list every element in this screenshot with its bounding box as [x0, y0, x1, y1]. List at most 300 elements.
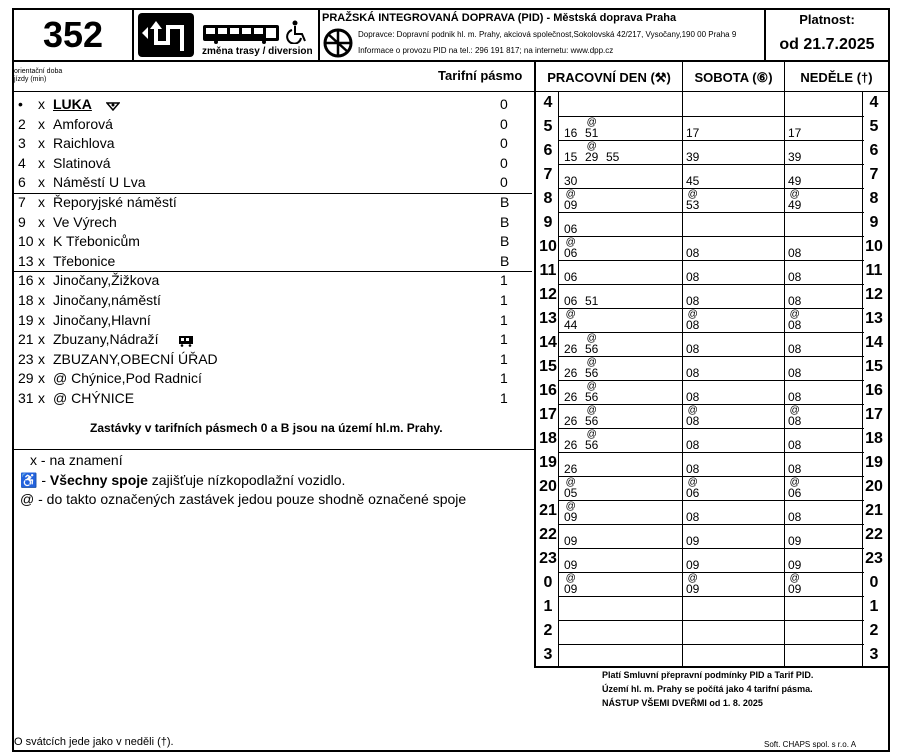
departure-minute: 08 [788, 366, 802, 380]
hour-label-left: 7 [543, 166, 553, 183]
departure-sun [788, 534, 801, 548]
departure-minute: 09 [788, 582, 802, 596]
departure-sun [788, 477, 802, 500]
departure-minute: 08 [686, 246, 700, 260]
stop-x: x [38, 331, 45, 347]
stop-min: 18 [18, 292, 34, 308]
stop-min: 7 [18, 194, 26, 210]
hour-row-divider [558, 116, 864, 117]
travel-time-label: orientační doba jízdy (min) [14, 68, 63, 83]
departure-minute: 08 [686, 414, 700, 428]
hour-label-left: 20 [539, 478, 557, 495]
at-marker: @ [586, 333, 597, 344]
departure-minute: 06 [564, 246, 578, 260]
stop-name: Raichlova [53, 135, 115, 151]
hour-label-right: 19 [865, 454, 883, 471]
tt-bottom-border [534, 666, 890, 668]
stop-name: Jinočany,Hlavní [53, 312, 151, 328]
stop-name: Třebonice [53, 253, 116, 269]
hour-label-right: 11 [865, 262, 883, 279]
stop-row [18, 253, 518, 272]
hour-row-divider [558, 260, 864, 261]
departure-minute: 08 [686, 318, 700, 332]
stop-min: 3 [18, 135, 26, 151]
departure-minute: 56 [585, 366, 599, 380]
hour-row-divider [558, 188, 864, 189]
stop-zone: 1 [500, 312, 508, 328]
hour-row-divider [558, 404, 864, 405]
header-weekday: PRACOVNÍ DEN (⚒) [547, 70, 671, 85]
hour-row-divider [558, 500, 864, 501]
prague-note: Zastávky v tarifních pásmech 0 a B jsou na území hl.m. Prahy. [90, 421, 443, 435]
hour-label-left: 22 [539, 526, 557, 543]
departure-sun [788, 390, 801, 404]
stops-header-divider [12, 91, 534, 92]
validity-label: Platnost: [799, 12, 855, 27]
departure-wd [564, 342, 577, 356]
departure-minute: 09 [788, 534, 802, 548]
departure-minute: 26 [564, 414, 578, 428]
hour-row-divider [558, 332, 864, 333]
hour-row-divider [558, 572, 864, 573]
departure-minute: 55 [606, 150, 620, 164]
hour-label-right: 18 [865, 430, 883, 447]
departure-minute: 56 [585, 414, 599, 428]
departure-sat [686, 558, 699, 572]
stop-x: x [38, 253, 45, 269]
stop-zone: B [500, 253, 510, 269]
stop-name: Řeporyjské náměstí [53, 194, 177, 210]
stop-min: 10 [18, 233, 34, 249]
departure-sun [788, 150, 801, 164]
at-marker: @ [586, 357, 597, 368]
train-icon [178, 334, 194, 350]
zone-separator [14, 193, 532, 194]
departure-wd [564, 126, 577, 140]
departure-wd [564, 366, 577, 380]
departure-minute: 09 [686, 534, 700, 548]
departure-minute: 17 [686, 126, 700, 140]
departure-minute: 56 [585, 438, 599, 452]
departure-wd [564, 462, 577, 476]
departure-wd [585, 405, 599, 428]
stop-row [18, 96, 518, 115]
hour-row-divider [558, 548, 864, 549]
departure-minute: 26 [564, 366, 578, 380]
hour-label-left: 6 [543, 142, 553, 159]
stop-min: 31 [18, 390, 34, 406]
footer-line-1: Platí Smluvní přepravní podmínky PID a Tarif PID. [602, 670, 814, 680]
departure-minute: 09 [564, 510, 578, 524]
stop-zone: 1 [500, 370, 508, 386]
stop-row [18, 155, 518, 174]
hour-label-left: 15 [539, 358, 557, 375]
stop-x: x [38, 292, 45, 308]
stop-row [18, 135, 518, 154]
departure-minute: 26 [564, 390, 578, 404]
hour-row-divider [558, 644, 864, 645]
departure-minute: 08 [788, 318, 802, 332]
hour-label-left: 5 [543, 118, 553, 135]
departure-wd [585, 357, 599, 380]
departure-sun [788, 174, 801, 188]
departure-minute: 56 [585, 390, 599, 404]
hour-row-divider [558, 164, 864, 165]
stop-min: 21 [18, 331, 34, 347]
hour-label-right: 6 [869, 142, 879, 159]
hour-label-right: 16 [865, 382, 883, 399]
at-marker: @ [565, 237, 576, 248]
at-marker: @ [687, 405, 698, 416]
departure-sun [788, 294, 801, 308]
zone-separator [14, 271, 532, 272]
departure-wd [564, 390, 577, 404]
stop-min: 6 [18, 174, 26, 190]
departure-minute: 08 [788, 462, 802, 476]
hour-label-left: 11 [539, 262, 557, 279]
departure-sun [788, 246, 801, 260]
legend-at: @ - do takto označených zastávek jedou pouze shodně označené spoje [20, 491, 467, 507]
hour-label-right: 0 [869, 574, 879, 591]
hour-row-divider [558, 284, 864, 285]
at-marker: @ [586, 405, 597, 416]
stop-zone: 0 [500, 135, 508, 151]
pid-info: Informace o provozu PID na tel.: 296 191 817; na internetu: www.dpp.cz [358, 46, 614, 55]
departure-wd [585, 141, 599, 164]
departure-minute: 09 [788, 558, 802, 572]
stop-x: x [38, 233, 45, 249]
hour-label-right: 3 [869, 646, 879, 663]
stop-zone: 0 [500, 174, 508, 190]
departure-sat [686, 126, 699, 140]
stop-x: x [38, 214, 45, 230]
stops-bottom-divider [12, 449, 534, 450]
header-divider [12, 60, 890, 62]
hour-label-left: 13 [539, 310, 557, 327]
departure-sun [788, 309, 802, 332]
hour-label-left: 23 [539, 550, 557, 567]
departure-sun [788, 573, 802, 596]
at-marker: @ [687, 477, 698, 488]
hour-label-left: 0 [543, 574, 553, 591]
hour-row-divider [558, 212, 864, 213]
pid-operator: Dopravce: Dopravní podnik hl. m. Prahy, akciová společnost,Sokolovská 42/217, Vysočany,190 00 Praha 9 [358, 30, 737, 39]
hour-row-divider [558, 140, 864, 141]
departure-wd [606, 150, 619, 164]
departure-minute: 08 [788, 390, 802, 404]
at-marker: @ [789, 189, 800, 200]
departure-minute: 29 [585, 150, 599, 164]
hour-row-divider [558, 620, 864, 621]
hour-label-left: 3 [543, 646, 553, 663]
hour-row-divider [558, 308, 864, 309]
hour-label-left: 9 [543, 214, 553, 231]
stop-min: • [18, 96, 23, 112]
stop-min: 2 [18, 116, 26, 132]
software-credit: Soft. CHAPS spol. s r.o. A [764, 740, 857, 749]
hour-label-right: 9 [869, 214, 879, 231]
footer-line-3: NÁSTUP VŠEMI DVEŘMI od 1. 8. 2025 [602, 698, 763, 708]
stop-zone: 0 [500, 116, 508, 132]
departure-minute: 09 [564, 198, 578, 212]
tt-header-divider [534, 91, 890, 92]
stop-name: Zbuzany,Nádraží [53, 331, 159, 347]
pid-logo-icon [322, 28, 354, 63]
departure-minute: 51 [585, 126, 599, 140]
departure-wd [564, 438, 577, 452]
departure-minute: 06 [564, 270, 578, 284]
departure-wd [564, 534, 577, 548]
zone-header: Tarifní pásmo [438, 68, 523, 83]
at-marker: @ [565, 309, 576, 320]
departure-minute: 44 [564, 318, 578, 332]
hour-label-left: 18 [539, 430, 557, 447]
hour-label-left: 17 [539, 406, 557, 423]
departure-minute: 06 [686, 486, 700, 500]
departure-minute: 09 [564, 558, 578, 572]
stop-name: Jinočany,Žižkova [53, 272, 160, 288]
departure-minute: 08 [686, 366, 700, 380]
departure-sun [788, 366, 801, 380]
stop-zone: 1 [500, 272, 508, 288]
hour-row-divider [558, 236, 864, 237]
stop-x: x [38, 116, 45, 132]
pid-box [318, 10, 766, 60]
header-sunday: NEDĚLE (†) [800, 70, 873, 85]
departure-sun [788, 126, 801, 140]
validity-box [766, 10, 888, 60]
stop-zone: 1 [500, 390, 508, 406]
hour-label-right: 1 [869, 598, 879, 615]
departure-minute: 56 [585, 342, 599, 356]
at-marker: @ [565, 477, 576, 488]
stop-row [18, 116, 518, 135]
departure-sun [788, 558, 801, 572]
departure-sat [686, 270, 699, 284]
stop-zone: 1 [500, 331, 508, 347]
stop-row [18, 233, 518, 252]
hour-row-divider [558, 524, 864, 525]
stop-x: x [38, 351, 45, 367]
hour-label-left: 2 [543, 622, 553, 639]
departure-wd [564, 189, 578, 212]
hour-label-right: 17 [865, 406, 883, 423]
hour-label-left: 1 [543, 598, 553, 615]
departure-minute: 08 [686, 438, 700, 452]
stop-name: Jinočany,náměstí [53, 292, 161, 308]
hour-label-right: 15 [865, 358, 883, 375]
diversion-label: změna trasy / diversion [202, 46, 313, 57]
departure-minute: 06 [564, 294, 578, 308]
departure-minute: 08 [788, 438, 802, 452]
departure-minute: 08 [788, 246, 802, 260]
departure-sat [686, 246, 699, 260]
hour-label-right: 10 [865, 238, 883, 255]
departure-minute: 16 [564, 126, 578, 140]
departure-sat [686, 174, 699, 188]
at-marker: @ [565, 189, 576, 200]
stop-x: x [38, 155, 45, 171]
hour-label-left: 16 [539, 382, 557, 399]
hour-label-left: 12 [539, 286, 557, 303]
departure-sun [788, 405, 802, 428]
stop-row [18, 292, 518, 311]
stop-row [18, 312, 518, 331]
stop-name: ZBUZANY,OBECNÍ ÚŘAD [53, 351, 218, 367]
hour-label-right: 23 [865, 550, 883, 567]
departure-minute: 08 [788, 414, 802, 428]
departure-sat [686, 573, 700, 596]
tt-right-border [888, 60, 890, 667]
stop-zone: 0 [500, 155, 508, 171]
departure-sat [686, 534, 699, 548]
hour-label-right: 14 [865, 334, 883, 351]
departure-sat [686, 150, 699, 164]
departure-minute: 53 [686, 198, 700, 212]
holiday-note: O svátcích jede jako v neděli (†). [14, 736, 174, 748]
hour-label-right: 2 [869, 622, 879, 639]
at-marker: @ [565, 501, 576, 512]
hour-label-right: 12 [865, 286, 883, 303]
stop-row [18, 272, 518, 291]
departure-wd [585, 333, 599, 356]
hour-row-divider [558, 428, 864, 429]
departure-sun [788, 438, 801, 452]
stop-row [18, 194, 518, 213]
departure-minute: 09 [686, 558, 700, 572]
departure-minute: 08 [686, 270, 700, 284]
legend-wheelchair-rest: zajišťuje nízkopodlažní vozidlo. [147, 472, 346, 488]
departure-minute: 08 [788, 510, 802, 524]
at-marker: @ [586, 117, 597, 128]
hour-row-divider [558, 452, 864, 453]
stop-min: 4 [18, 155, 26, 171]
departure-minute: 08 [788, 342, 802, 356]
header-saturday: SOBOTA (⑥) [694, 70, 773, 85]
hour-label-right: 5 [869, 118, 879, 135]
departure-minute: 26 [564, 438, 578, 452]
departure-wd [564, 501, 578, 524]
departure-sun [788, 462, 801, 476]
at-marker: @ [586, 141, 597, 152]
diversion-icon [138, 13, 194, 57]
at-marker: @ [687, 189, 698, 200]
departure-sat [686, 294, 699, 308]
stop-name: LUKA [53, 96, 92, 112]
departure-wd [585, 117, 599, 140]
hour-label-right: 20 [865, 478, 883, 495]
stop-name: @ Chýnice,Pod Radnicí [53, 370, 202, 386]
departure-sat [686, 438, 699, 452]
departure-sun [788, 342, 801, 356]
stop-x: x [38, 390, 45, 406]
departure-sat [686, 477, 700, 500]
departure-minute: 26 [564, 342, 578, 356]
departure-minute: 30 [564, 174, 578, 188]
at-marker: @ [586, 429, 597, 440]
tt-left-border [534, 60, 536, 667]
pid-title: PRAŽSKÁ INTEGROVANÁ DOPRAVA (PID) - Městská doprava Praha [322, 12, 677, 24]
departure-minute: 08 [686, 294, 700, 308]
departure-minute: 08 [686, 390, 700, 404]
stop-zone: B [500, 194, 510, 210]
departure-sun [788, 510, 801, 524]
departure-minute: 51 [585, 294, 599, 308]
hour-label-right: 4 [869, 94, 879, 111]
at-marker: @ [789, 309, 800, 320]
terminus-icon [106, 98, 120, 114]
at-marker: @ [687, 309, 698, 320]
stop-x: x [38, 96, 45, 112]
departure-wd [564, 150, 577, 164]
stop-name: K Třebonicům [53, 233, 140, 249]
departure-minute: 09 [686, 582, 700, 596]
stop-name: Ve Výrech [53, 214, 117, 230]
departure-wd [564, 414, 577, 428]
departure-sun [788, 270, 801, 284]
departure-sun [788, 189, 802, 212]
departure-wd [585, 429, 599, 452]
stop-x: x [38, 194, 45, 210]
at-marker: @ [565, 573, 576, 584]
at-marker: @ [687, 573, 698, 584]
stop-zone: 1 [500, 292, 508, 308]
departure-wd [564, 558, 577, 572]
stop-row [18, 370, 518, 389]
hour-label-left: 8 [543, 190, 553, 207]
at-marker: @ [586, 381, 597, 392]
departure-sat [686, 390, 699, 404]
legend-wheelchair-prefix: ♿ - [20, 472, 50, 488]
hour-label-left: 4 [543, 94, 553, 111]
stop-name: Amforová [53, 116, 113, 132]
departure-minute: 49 [788, 174, 802, 188]
departure-wd [564, 174, 577, 188]
legend-wheelchair-bold: Všechny spoje [49, 472, 148, 488]
stop-row [18, 390, 518, 409]
stop-min: 9 [18, 214, 26, 230]
wheelchair-icon [286, 20, 308, 49]
at-marker: @ [789, 477, 800, 488]
departure-minute: 17 [788, 126, 802, 140]
hour-label-right: 8 [869, 190, 879, 207]
tt-col-divider-2 [784, 60, 785, 667]
departure-minute: 06 [564, 222, 578, 236]
departure-wd [564, 237, 578, 260]
departure-wd [585, 294, 598, 308]
departure-minute: 09 [564, 534, 578, 548]
departure-minute: 09 [564, 582, 578, 596]
departure-wd [564, 573, 578, 596]
stop-min: 19 [18, 312, 34, 328]
departure-minute: 08 [788, 270, 802, 284]
validity-date: od 21.7.2025 [779, 36, 875, 53]
hour-label-right: 21 [865, 502, 883, 519]
stop-x: x [38, 312, 45, 328]
departure-minute: 08 [788, 294, 802, 308]
tt-col-divider-1 [682, 60, 683, 667]
hour-label-left: 21 [539, 502, 557, 519]
hour-label-left: 14 [539, 334, 557, 351]
legend-wheelchair [20, 472, 345, 489]
line-number: 352 [14, 10, 134, 60]
departure-sat [686, 462, 699, 476]
departure-minute: 26 [564, 462, 578, 476]
stop-name: Slatinová [53, 155, 111, 171]
stop-row [18, 331, 518, 350]
stop-zone: B [500, 233, 510, 249]
stop-zone: 0 [500, 96, 508, 112]
